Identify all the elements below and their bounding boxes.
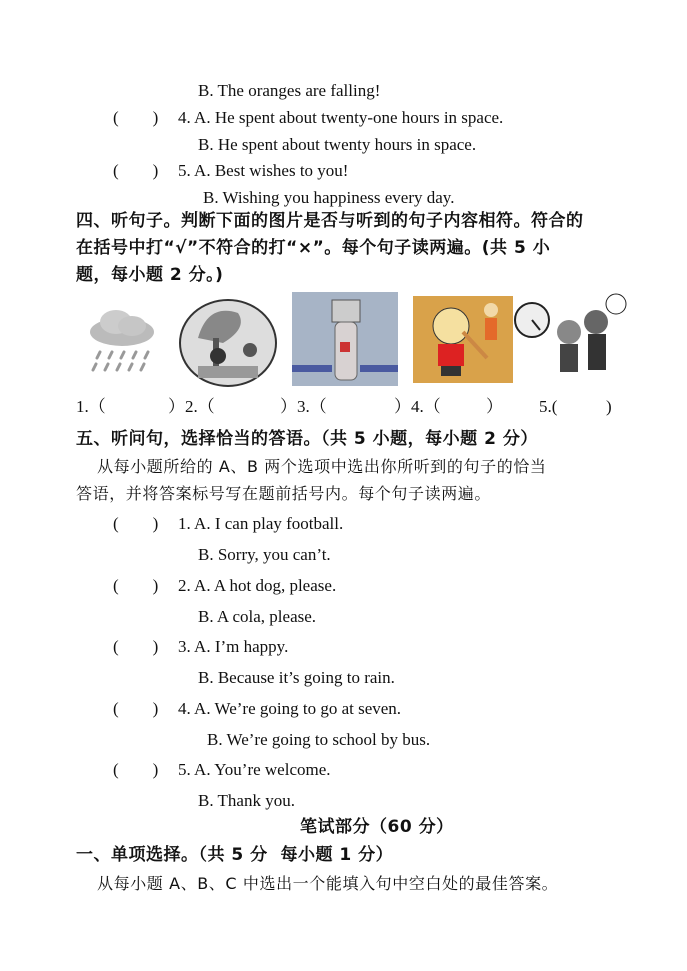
answer-paren[interactable]: ( )	[113, 637, 159, 656]
answer-label-1: 1.（	[76, 397, 106, 416]
question-option-a: 4. A. We’re going to go at seven.	[178, 699, 402, 718]
question-option-a: 1. A. I can play football.	[178, 514, 344, 533]
answer-label-4: ）4.（	[394, 397, 441, 416]
answer-paren[interactable]: ( )	[113, 576, 159, 595]
option-b: B. Thank you.	[198, 791, 295, 810]
question-option-a: 5. A. You’re welcome.	[178, 760, 331, 779]
section1-instruction: 从每小题 A、B、C 中选出一个能填入句中空白处的最佳答案。	[97, 874, 559, 893]
children-picnic-image	[178, 298, 278, 388]
answer-label-2: ）2.（	[168, 397, 215, 416]
option-b: B. Because it’s going to rain.	[198, 668, 395, 687]
answer-paren[interactable]: ( )	[113, 760, 159, 779]
section4-heading: 四、听句子。判断下面的图片是否与听到的句子内容相符。符合的	[76, 211, 584, 231]
section5-instruction: 答语，并将答案标号写在题前括号内。每个句子读两遍。	[76, 484, 492, 503]
section1-heading: 一、单项选择。（共 5 分 每小题 1 分）	[76, 845, 394, 865]
written-part-title: 笔试部分（60 分）	[300, 817, 454, 837]
section4-heading: 在括号中打“√”不符合的打“×”。每个句子读两遍。(共 5 小	[76, 238, 551, 258]
option-b: B. Wishing you happiness every day.	[203, 188, 455, 207]
answer-paren[interactable]: ( )	[113, 514, 159, 533]
question-option-a: 3. A. I’m happy.	[178, 637, 289, 656]
question-option-a: 5. A. Best wishes to you!	[178, 161, 349, 180]
option-b: B. We’re going to school by bus.	[207, 730, 431, 749]
rain-cloud-image	[86, 308, 158, 380]
option-b: B. He spent about twenty hours in space.	[198, 135, 477, 154]
section5-instruction: 从每小题所给的 A、B 两个选项中选出你所听到的句子的恰当	[97, 457, 547, 476]
clock-boys-football-image	[514, 292, 628, 384]
answer-label-5: 5.(	[539, 397, 558, 416]
option-b: B. Sorry, you can’t.	[198, 545, 331, 564]
answer-label-4-close: ）	[486, 397, 503, 416]
option-b: B. A cola, please.	[198, 607, 317, 626]
option-b: B. The oranges are falling!	[198, 81, 381, 100]
spacecraft-image	[292, 292, 398, 386]
answer-paren[interactable]: ( )	[113, 161, 159, 180]
section4-heading: 题，每小题 2 分。)	[76, 265, 224, 285]
question-option-a: 4. A. He spent about twenty-one hours in space.	[178, 108, 504, 127]
answer-paren[interactable]: ( )	[113, 108, 159, 127]
answer-paren[interactable]: ( )	[113, 699, 159, 718]
question-option-a: 2. A. A hot dog, please.	[178, 576, 337, 595]
answer-label-5-close: )	[606, 397, 612, 416]
boy-trumpet-image	[413, 296, 513, 383]
answer-label-3: ）3.（	[280, 397, 327, 416]
section5-heading: 五、听问句，选择恰当的答语。（共 5 小题，每小题 2 分）	[76, 429, 538, 449]
